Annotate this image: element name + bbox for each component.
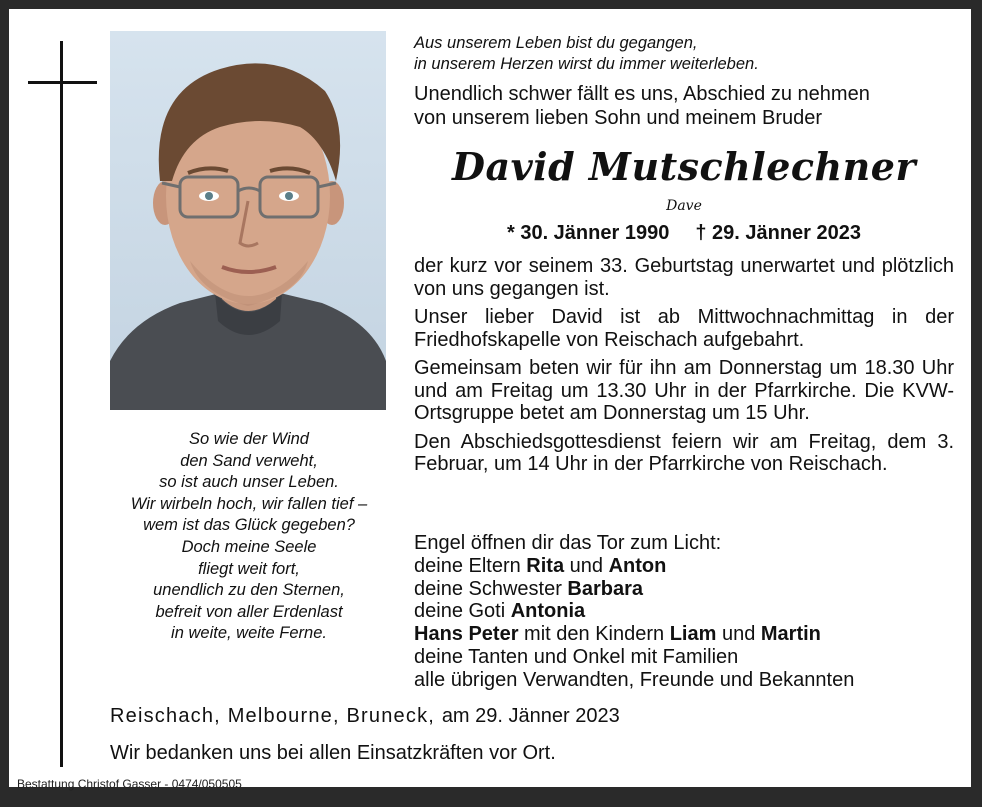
mourner-connector: und (716, 623, 761, 646)
paragraph: Den Abschiedsgottesdienst feiern wir am Freitag, dem 3. Februar, um 14 Uhr in der Pfarrkirche von Reischach. (414, 430, 954, 475)
mourner-name: Antonia (510, 600, 586, 623)
intro-line: von unserem lieben Sohn und meinem Bruder (414, 107, 823, 129)
life-dates (414, 222, 954, 245)
mourner-connector: und (564, 554, 609, 577)
mourner-others: alle übrigen Verwandten, Freunde und Bekannten (414, 668, 855, 691)
birth-date: * 30. Jänner 1990 (506, 222, 670, 244)
poem-line: den Sand verweht, (180, 451, 318, 470)
mourner-goti (414, 600, 954, 623)
obituary-notice (9, 9, 971, 791)
portrait-photo (110, 31, 386, 410)
poem (104, 429, 394, 645)
mourner-name: Barbara (567, 577, 644, 600)
cross-horizontal-bar (28, 81, 97, 84)
paragraph: Unser lieber David ist ab Mittwochnachmittag in der Friedhofskapelle von Reischach aufgebahrt. (414, 306, 954, 351)
thanks-line: Wir bedanken uns bei allen Einsatzkräften vor Ort. (110, 742, 556, 764)
poem-line: wem ist das Glück gegeben? (143, 516, 355, 535)
intro-line: Unendlich schwer fällt es uns, Abschied zu nehmen (414, 83, 870, 105)
mourner-aunts: deine Tanten und Onkel mit Familien (414, 645, 739, 668)
opening-quote (414, 33, 759, 75)
poem-line: Wir wirbeln hoch, wir fallen tief – (130, 494, 368, 513)
poem-line: in weite, weite Ferne. (171, 624, 327, 643)
mourner-parents (414, 555, 954, 578)
cross-vertical-bar (60, 41, 63, 767)
notice-date: am 29. Jänner 2023 (441, 705, 620, 727)
poem-line: befreit von aller Erdenlast (155, 602, 343, 621)
mourner-prefix: deine Schwester (414, 577, 568, 600)
deceased-name: David Mutschlechner (452, 144, 916, 189)
mourner-name: Anton (608, 554, 667, 577)
quote-line: Aus unserem Leben bist du gegangen, (414, 34, 698, 52)
funeral-home-credit: Bestattung Christof Gasser - 0474/050505 (17, 777, 242, 791)
poem-line: unendlich zu den Sternen, (153, 581, 345, 600)
place-date-line (110, 705, 620, 728)
death-date: † 29. Jänner 2023 (695, 222, 862, 244)
mourner-hans-peter (414, 623, 954, 646)
poem-line: Doch meine Seele (181, 537, 317, 556)
mourner-prefix: deine Goti (414, 600, 511, 623)
mourner-sister (414, 578, 954, 601)
mourner-prefix: deine Eltern (414, 554, 527, 577)
deceased-nickname: Dave (666, 198, 702, 214)
mourner-name: Hans Peter (414, 623, 519, 646)
intro-text (414, 82, 954, 130)
mourners-list (414, 532, 954, 692)
mourner-name: Rita (526, 554, 565, 577)
poem-line: fliegt weit fort, (198, 559, 300, 578)
mourner-name: Martin (760, 623, 821, 646)
mourner-name: Liam (669, 623, 717, 646)
paragraph: der kurz vor seinem 33. Geburtstag unerwartet und plötzlich von uns gegangen ist. (414, 255, 954, 300)
place-names: Reischach, Melbourne, Bruneck, (110, 705, 436, 727)
quote-line: in unserem Herzen wirst du immer weiterleben. (414, 55, 759, 73)
mourner-connector: mit den Kindern (518, 623, 670, 646)
poem-line: So wie der Wind (189, 430, 309, 448)
poem-line: so ist auch unser Leben. (159, 473, 339, 492)
notice-body (414, 255, 954, 476)
portrait-illustration (110, 31, 386, 410)
mourners-heading: Engel öffnen dir das Tor zum Licht: (414, 532, 722, 554)
paragraph: Gemeinsam beten wir für ihn am Donnerstag um 18.30 Uhr und am Freitag um 13.30 Uhr in der Pfarrkirche. Die KVW-Ortsgruppe betet am Donnerstag um 15 Uhr. (414, 357, 954, 424)
